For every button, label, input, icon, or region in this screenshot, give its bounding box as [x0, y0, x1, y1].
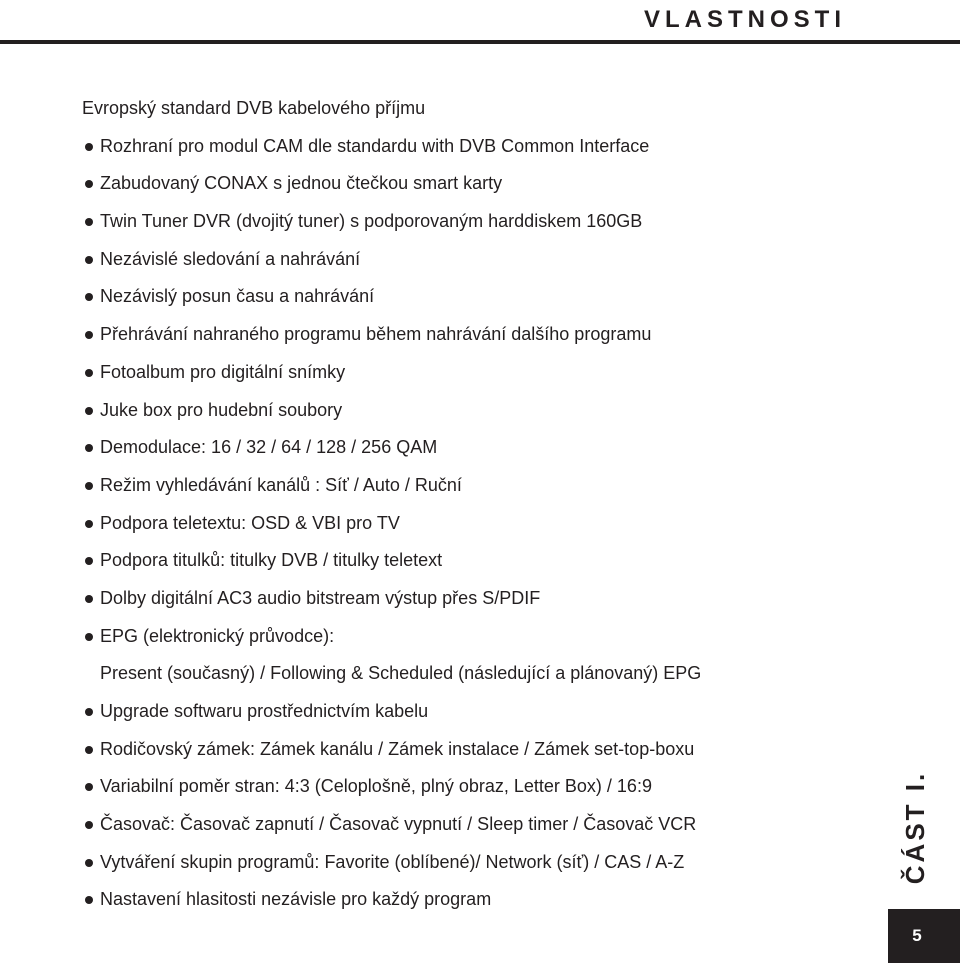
feature-item — [82, 392, 852, 430]
feature-item — [82, 806, 852, 844]
bullet-icon — [85, 859, 93, 867]
feature-text: Podpora titulků: titulky DVB / titulky teletext — [100, 550, 443, 571]
features-lead: Evropský standard DVB kabelového příjmu — [82, 98, 426, 118]
feature-text: Nezávislé sledování a nahrávání — [100, 248, 361, 269]
bullet-icon — [85, 821, 93, 829]
feature-item — [82, 881, 852, 919]
feature-item — [82, 655, 852, 693]
bullet-icon — [85, 407, 93, 415]
feature-item — [82, 542, 852, 580]
feature-text: Vytváření skupin programů: Favorite (oblíbené)/ Network (síť) / CAS / A-Z — [100, 851, 685, 872]
bullet-icon — [85, 896, 93, 904]
feature-text: Zabudovaný CONAX s jednou čtečkou smart karty — [100, 173, 503, 194]
feature-text: Twin Tuner DVR (dvojitý tuner) s podporovaným harddiskem 160GB — [100, 211, 643, 232]
feature-item — [82, 128, 852, 166]
bullet-icon — [85, 369, 93, 377]
features-list — [82, 128, 852, 919]
feature-item — [82, 467, 852, 505]
feature-text: Juke box pro hudební soubory — [100, 399, 343, 420]
feature-text: Rozhraní pro modul CAM dle standardu with DVB Common Interface — [100, 135, 650, 156]
bullet-icon — [85, 218, 93, 226]
feature-text: Nezávislý posun času a nahrávání — [100, 286, 375, 307]
feature-text: EPG (elektronický průvodce): — [100, 625, 335, 646]
feature-item — [82, 505, 852, 543]
feature-text: Nastavení hlasitosti nezávisle pro každý program — [100, 889, 492, 910]
feature-text: Variabilní poměr stran: 4:3 (Celoplošně, plný obraz, Letter Box) / 16:9 — [100, 776, 652, 797]
feature-item — [82, 693, 852, 731]
feature-item — [82, 844, 852, 882]
header-divider — [0, 40, 960, 44]
bullet-icon — [85, 293, 93, 301]
feature-item — [82, 203, 852, 241]
page-header — [0, 0, 960, 43]
bullet-icon — [85, 482, 93, 490]
feature-item — [82, 354, 852, 392]
feature-item — [82, 768, 852, 806]
feature-item — [82, 731, 852, 769]
feature-item — [82, 316, 852, 354]
feature-item — [82, 165, 852, 203]
bullet-icon — [85, 746, 93, 754]
page-title: VLASTNOSTI — [643, 6, 846, 33]
feature-item — [82, 278, 852, 316]
bullet-icon — [85, 180, 93, 188]
feature-text: Fotoalbum pro digitální snímky — [100, 361, 346, 382]
feature-text: Upgrade softwaru prostřednictvím kabelu — [100, 701, 429, 721]
bullet-icon — [85, 783, 93, 791]
bullet-icon — [85, 143, 93, 151]
section-side-label — [893, 772, 939, 882]
bullet-icon — [85, 331, 93, 339]
feature-text: Dolby digitální AC3 audio bitstream výstup přes S/PDIF — [100, 587, 541, 608]
header-title-container — [600, 0, 960, 40]
feature-text: Režim vyhledávání kanálů : Síť / Auto / Ruční — [100, 474, 462, 495]
feature-text: Přehrávání nahraného programu během nahrávání dalšího programu — [100, 324, 652, 345]
bullet-icon — [85, 595, 93, 603]
section-side-label-text: ČÁST I. — [900, 770, 931, 884]
bullet-icon — [85, 633, 93, 641]
feature-item — [82, 618, 852, 656]
feature-item — [82, 429, 852, 467]
bullet-icon — [85, 557, 93, 565]
feature-item — [82, 580, 852, 618]
features-section — [82, 90, 852, 919]
bullet-icon — [85, 256, 93, 264]
page-number: 5 — [912, 926, 922, 945]
bullet-icon — [85, 444, 93, 452]
feature-text: Demodulace: 16 / 32 / 64 / 128 / 256 QAM — [100, 437, 438, 458]
bullet-icon — [85, 520, 93, 528]
feature-text: Rodičovský zámek: Zámek kanálu / Zámek instalace / Zámek set-top-boxu — [100, 738, 695, 759]
feature-text: Podpora teletextu: OSD & VBI pro TV — [100, 512, 400, 533]
feature-text: Present (současný) / Following & Scheduled (následující a plánovaný) EPG — [100, 663, 702, 684]
bullet-icon — [85, 708, 93, 716]
feature-item — [82, 241, 852, 279]
page-number-box — [888, 909, 960, 963]
feature-text: Časovač: Časovač zapnutí / Časovač vypnutí / Sleep timer / Časovač VCR — [100, 814, 697, 835]
